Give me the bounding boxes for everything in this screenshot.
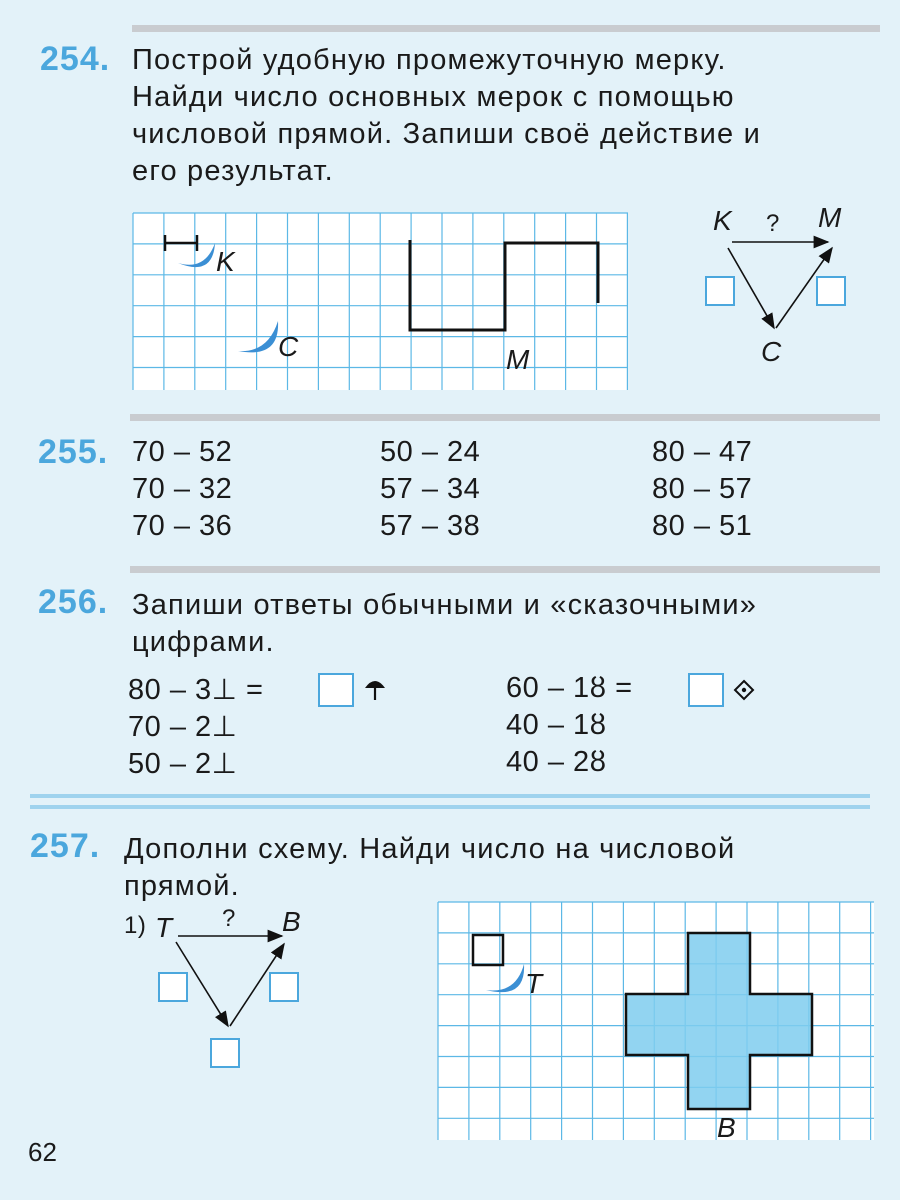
task-256-text [132, 587, 757, 661]
task-257-answer-box-left[interactable] [158, 972, 188, 1002]
task-254-scheme-c: C [761, 336, 782, 367]
task-254-line-3: числовой прямой. Запиши своё действие и [132, 118, 762, 150]
separator-255-256 [130, 566, 880, 573]
task-256-left-1: 80 – 3⊥ = [128, 674, 264, 706]
task-255-expr-1-2: 70 – 32 [132, 473, 233, 505]
task-255-expr-3-1: 80 – 47 [652, 436, 753, 468]
task-256-answer-box-1[interactable] [318, 673, 354, 707]
task-254-line-2: Найди число основных мерок с помощью [132, 81, 735, 113]
task-254-scheme-k: K [713, 205, 732, 236]
task-256-right-1: 60 – 1ȣ = [506, 672, 633, 704]
task-255-expr-2-1: 50 – 24 [380, 436, 481, 468]
task-255-expr-1-3: 70 – 36 [132, 510, 233, 542]
task-255-expr-3-2: 80 – 57 [652, 473, 753, 505]
task-256-right-2: 40 – 1ȣ [506, 709, 607, 741]
task-255-expr-1-1: 70 – 52 [132, 436, 233, 468]
task-257-scheme-b: B [282, 906, 301, 937]
task-254-scheme-m: M [818, 202, 842, 233]
task-257-answer-box-right[interactable] [269, 972, 299, 1002]
task-255-expr-2-2: 57 – 34 [380, 473, 481, 505]
task-254-scheme-question: ? [766, 210, 780, 237]
task-254-text [132, 42, 761, 190]
task-255-expr-3-3: 80 – 51 [652, 510, 753, 542]
separator-256-257-b [30, 805, 870, 809]
task-257-grid [438, 902, 874, 1140]
task-254-number: 254. [40, 40, 111, 78]
task-256-line-2: цифрами. [132, 626, 275, 658]
task-255-expr-2-3: 57 – 38 [380, 510, 481, 542]
task-257-scheme-t: T [155, 912, 173, 943]
task-254-grid [133, 213, 628, 390]
task-255-number: 255. [38, 433, 109, 471]
diamond-icon [734, 680, 754, 700]
task-257-label-t: T [525, 968, 543, 999]
task-256-left-3: 50 – 2⊥ [128, 748, 238, 780]
task-256-line-1: Запиши ответы обычными и «сказочными» [132, 589, 758, 621]
task-254-label-m: M [506, 344, 530, 375]
task-256-answer-box-2[interactable] [688, 673, 724, 707]
separator-top [132, 25, 880, 32]
page-number: 62 [28, 1137, 57, 1167]
task-257-line-2: прямой. [124, 870, 240, 902]
task-257-number: 257. [30, 827, 101, 865]
task-257-text [124, 831, 735, 905]
task-254-label-c: C [278, 331, 299, 362]
task-257-answer-box-bottom[interactable] [210, 1038, 240, 1068]
separator-254-255 [130, 414, 880, 421]
task-256-right-3: 40 – 2ȣ [506, 746, 607, 778]
task-254-label-k: K [216, 246, 235, 277]
task-254-line-4: его результат. [132, 155, 334, 187]
umbrella-icon [364, 678, 386, 702]
separator-256-257-a [30, 794, 870, 798]
task-254-answer-box-right[interactable] [816, 276, 846, 306]
task-257-line-1: Дополни схему. Найди число на числовой [124, 833, 736, 865]
task-257-scheme-question: ? [222, 905, 236, 932]
task-254-answer-box-left[interactable] [705, 276, 735, 306]
task-257-scheme-index: 1) [124, 912, 147, 939]
task-257-label-b: B [717, 1112, 736, 1143]
task-256-number: 256. [38, 583, 109, 621]
task-254-line-1: Построй удобную промежуточную мерку. [132, 44, 727, 76]
task-256-left-2: 70 – 2⊥ [128, 711, 238, 743]
